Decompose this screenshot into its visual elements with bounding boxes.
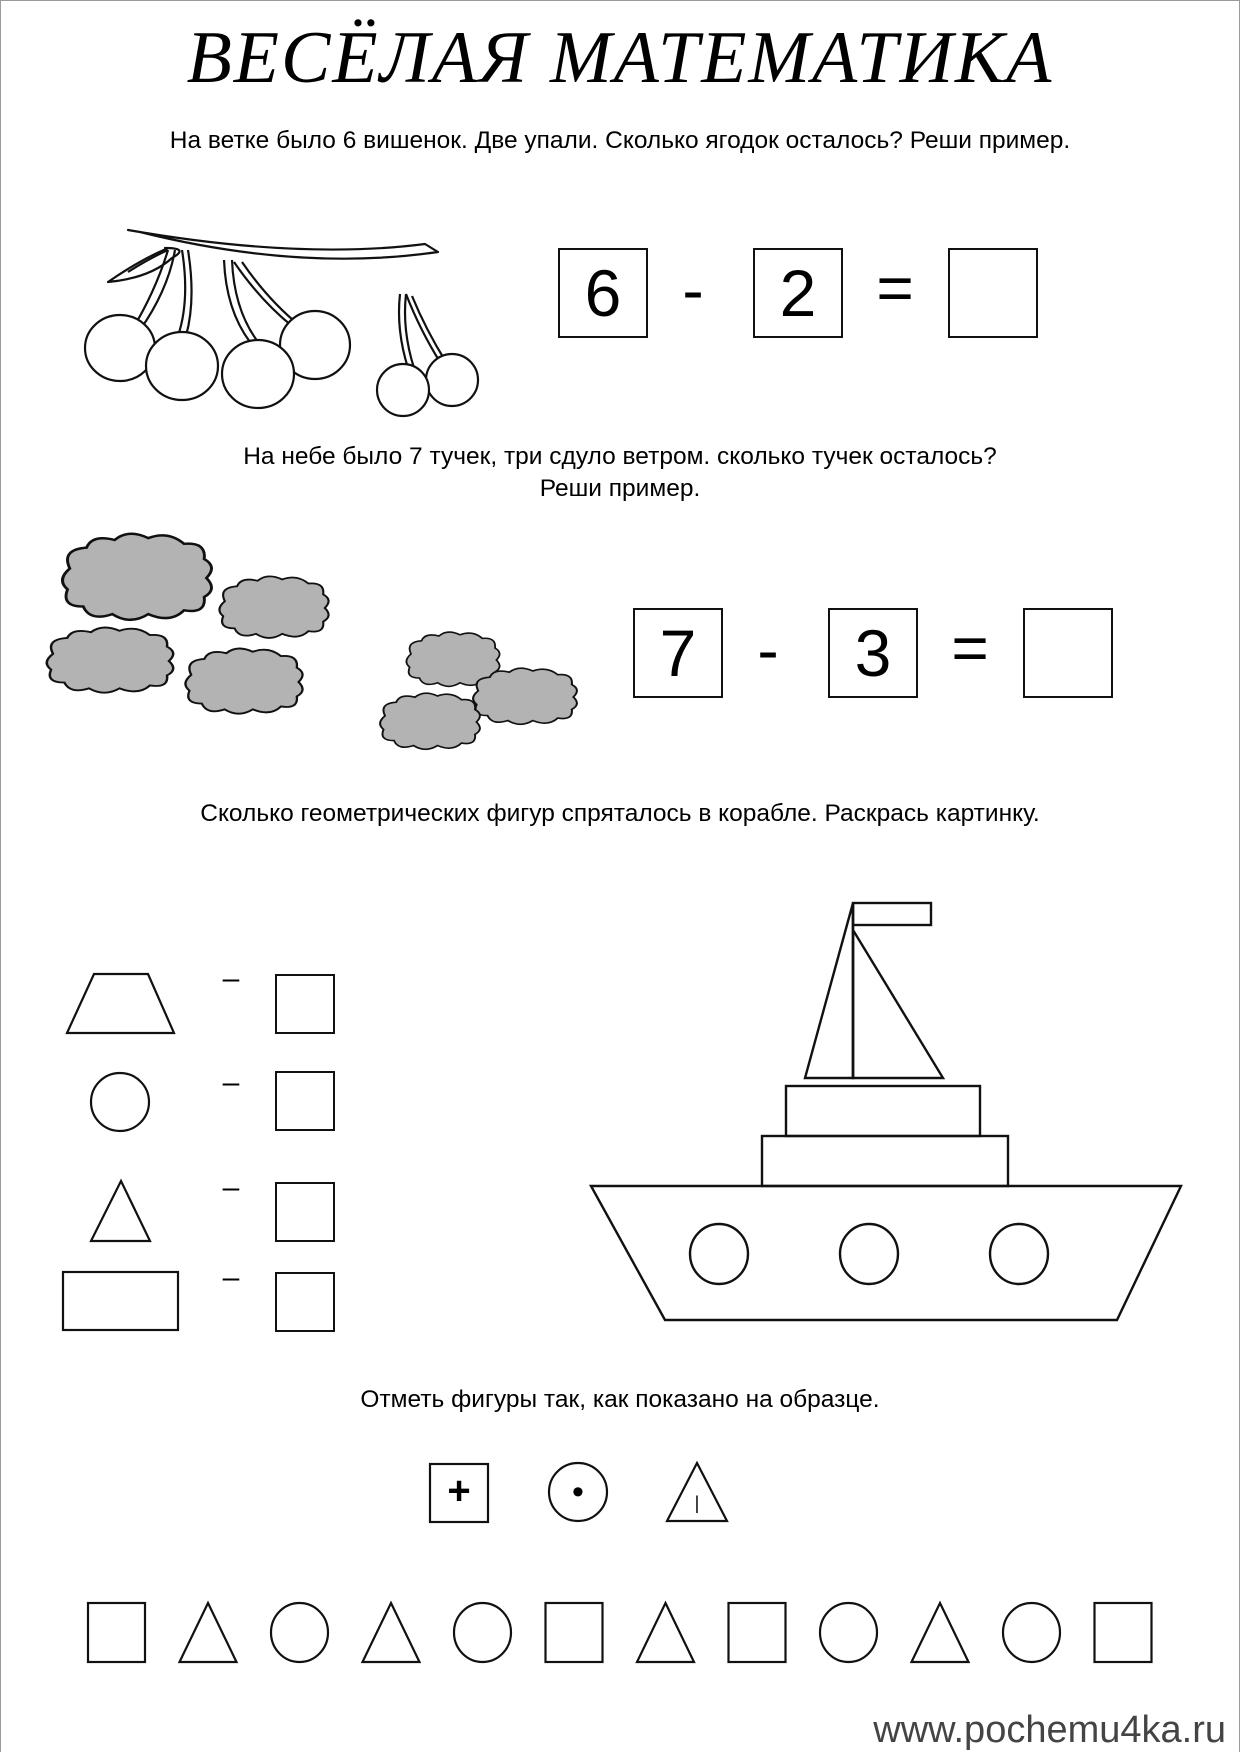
sample-plus-mark: +: [447, 1469, 471, 1513]
shape-dash: –: [222, 1171, 240, 1204]
sequence-triangle[interactable]: [180, 1603, 237, 1662]
sample-line-mark: |: [694, 1493, 700, 1513]
equation1-operand-b: 2: [753, 248, 843, 338]
sequence-triangle[interactable]: [637, 1603, 694, 1662]
sequence-circle[interactable]: [820, 1603, 877, 1662]
task4-text: Отметь фигуры так, как показано на образце.: [360, 1386, 880, 1413]
task2-text-line1: На небе было 7 тучек, три сдуло ветром. сколько тучек осталось?: [243, 443, 997, 470]
task3-text: Сколько геометрических фигур спряталось в корабле. Раскрась картинку.: [200, 800, 1040, 827]
shape-dash: –: [222, 962, 240, 995]
sequence-circle[interactable]: [271, 1603, 328, 1662]
sequence-square[interactable]: [729, 1603, 786, 1662]
sequence-triangle[interactable]: [912, 1603, 969, 1662]
task2-text-line2: Реши пример.: [539, 475, 701, 502]
sequence-circle[interactable]: [1003, 1603, 1060, 1662]
equation2-operand-a: 7: [633, 608, 723, 698]
task1-text: На ветке было 6 вишенок. Две упали. Сколько ягодок осталось? Реши пример.: [169, 127, 1071, 154]
page-title: ВЕСЁЛАЯ МАТЕМАТИКА: [186, 17, 1054, 99]
equation1-operand-a: 6: [558, 248, 648, 338]
equation2-equals: =: [951, 612, 989, 684]
sequence-square[interactable]: [88, 1603, 145, 1662]
equation2-operand-b: 3: [828, 608, 918, 698]
equation2-minus: -: [757, 614, 779, 686]
sequence-triangle[interactable]: [363, 1603, 420, 1662]
website-url[interactable]: www.pochemu4ka.ru: [873, 1709, 1226, 1751]
sequence-square[interactable]: [1095, 1603, 1152, 1662]
equation1-equals: =: [876, 252, 914, 324]
equation1-minus: -: [682, 254, 704, 326]
sequence-circle[interactable]: [454, 1603, 511, 1662]
shape-dash: –: [222, 1066, 240, 1099]
sample-dot-mark: •: [572, 1473, 584, 1511]
sequence-square[interactable]: [546, 1603, 603, 1662]
shape-dash: –: [222, 1261, 240, 1294]
